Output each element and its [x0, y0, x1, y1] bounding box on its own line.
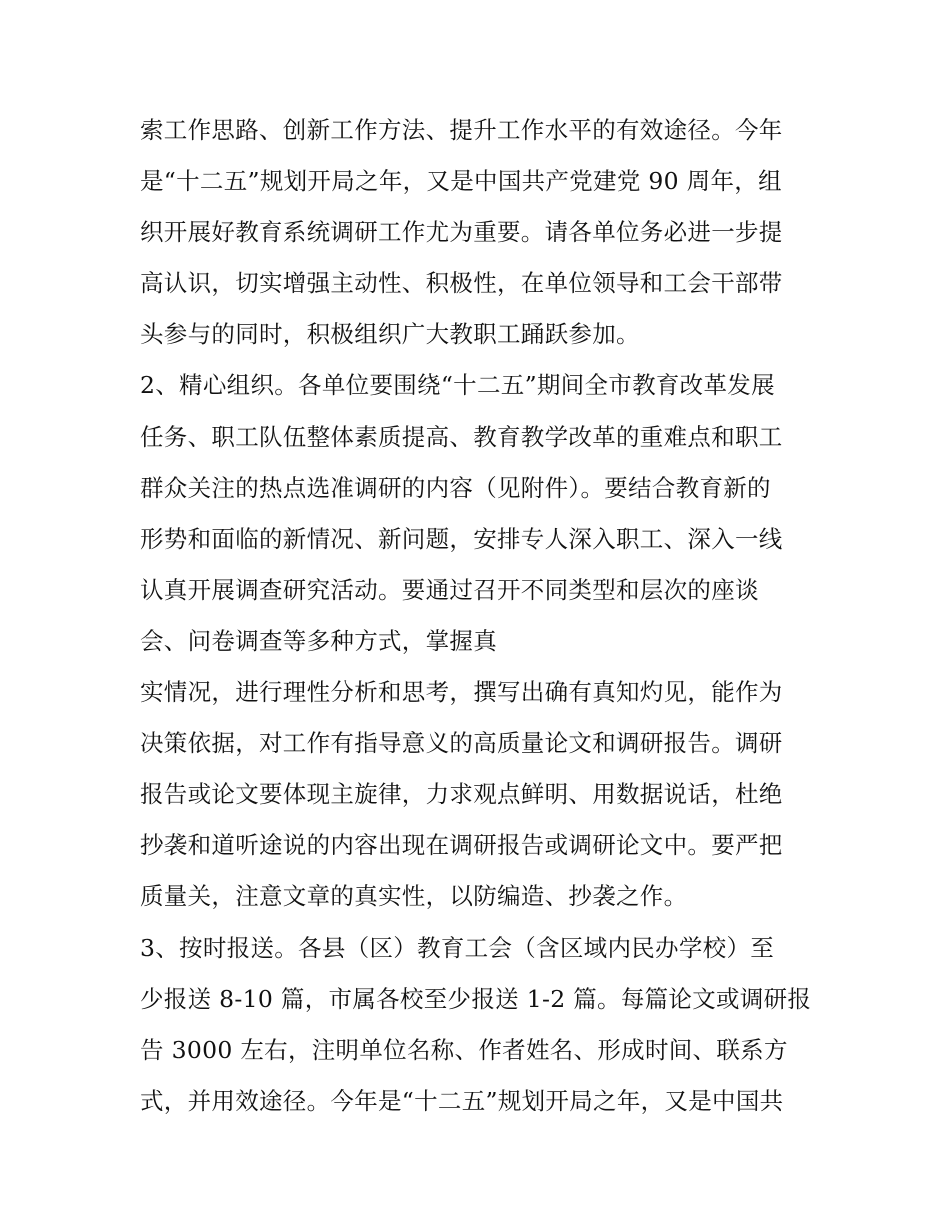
- text-line: 任务、职工队伍整体素质提高、教育教学改革的重难点和职工: [140, 422, 783, 451]
- text-line: 决策依据，对工作有指导意义的高质量论文和调研报告。调研: [140, 729, 783, 758]
- text-line: 实情况，进行理性分析和思考，撰写出确有真知灼见，能作为: [140, 678, 783, 707]
- text-line: 2、精心组织。各单位要围绕“十二五”期间全市教育改革发展: [140, 371, 775, 400]
- text-line: 告 3000 左右，注明单位名称、作者姓名、形成时间、联系方: [140, 1035, 788, 1064]
- text-line: 抄袭和道听途说的内容出现在调研报告或调研论文中。要严把: [140, 831, 783, 860]
- text-line: 是“十二五”规划开局之年，又是中国共产党建党 90 周年，组: [140, 167, 782, 196]
- text-line: 头参与的同时，积极组织广大教职工踊跃参加。: [140, 320, 640, 349]
- text-line: 少报送 8-10 篇，市属各校至少报送 1-2 篇。每篇论文或调研报: [140, 984, 812, 1013]
- text-line: 高认识，切实增强主动性、积极性，在单位领导和工会干部带: [140, 269, 783, 298]
- text-line: 式，并用效途径。今年是“十二五”规划开局之年，又是中国共: [140, 1086, 784, 1115]
- text-line: 织开展好教育系统调研工作尤为重要。请各单位务必进一步提: [140, 218, 783, 247]
- text-line: 质量关，注意文章的真实性，以防编造、抄袭之作。: [140, 882, 688, 911]
- text-line: 会、问卷调查等多种方式，掌握真: [140, 626, 497, 655]
- text-line: 报告或论文要体现主旋律，力求观点鲜明、用数据说话，杜绝: [140, 780, 783, 809]
- text-line: 索工作思路、创新工作方法、提升工作水平的有效途径。今年: [140, 116, 783, 144]
- text-line: 群众关注的热点选准调研的内容（见附件）。要结合教育新的: [140, 473, 771, 502]
- body-text: [140, 105, 820, 1127]
- text-line: 形势和面临的新情况、新问题，安排专人深入职工、深入一线: [140, 524, 783, 553]
- text-line: 认真开展调查研究活动。要通过召开不同类型和层次的座谈: [140, 575, 759, 604]
- text-line: 3、按时报送。各县（区）教育工会（含区域内民办学校）至: [140, 933, 775, 962]
